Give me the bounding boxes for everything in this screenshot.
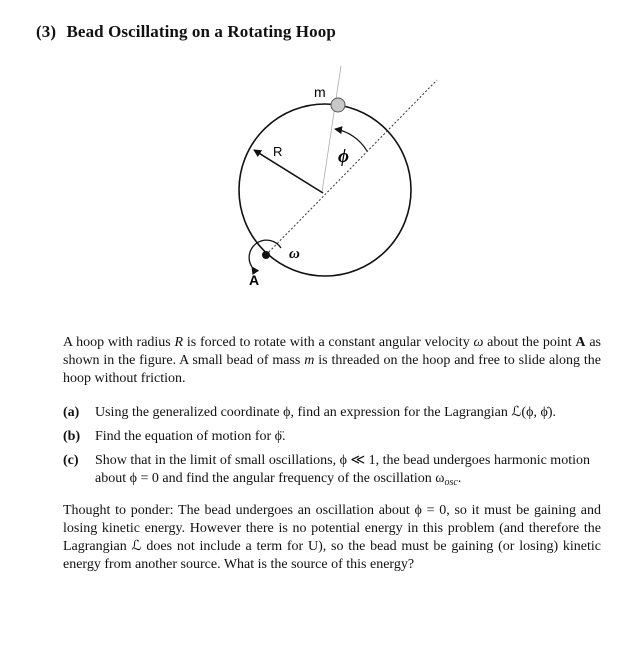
bead	[331, 98, 345, 112]
omega-osc-subscript: osc	[444, 477, 458, 488]
problem-intro-paragraph	[63, 334, 601, 388]
var-m: m	[304, 353, 315, 368]
hoop-figure	[0, 0, 636, 330]
radius-label: R	[273, 144, 283, 159]
omega-label: ω	[289, 246, 300, 262]
point-A: A	[575, 335, 586, 350]
intro-text: about the point	[483, 335, 576, 350]
dotted-axis-line	[266, 80, 437, 255]
part-c-body: Show that in the limit of small oscillations, ϕ ≪ 1, the bead undergoes harmonic motion about ϕ = 0 and find the angular frequency of the oscillation ω	[95, 453, 590, 486]
part-c-label: (c)	[63, 453, 79, 468]
phi-label: ϕ	[338, 146, 349, 167]
part-a-text: Using the generalized coordinate ϕ, find an expression for the Lagrangian ℒ(ϕ, ϕ̇).	[95, 405, 556, 420]
thought-to-ponder-paragraph: Thought to ponder: The bead undergoes an oscillation about ϕ = 0, so it must be gaining and losing kinetic energy. However there is no potential energy in this problem (and therefore the Lagrangian ℒ does not include a term for U), so the bead must be gaining (or losing) kinetic energy from another source. What is the source of this energy?	[63, 503, 601, 572]
part-c-period: .	[457, 471, 462, 486]
var-R: R	[174, 335, 184, 350]
pivot-label: A	[249, 272, 260, 288]
hoop-circle	[239, 104, 411, 276]
intro-text: A hoop with radius	[63, 335, 175, 350]
intro-text: as shown in the figure. A small bead of mass	[63, 335, 601, 368]
part-a-label: (a)	[63, 405, 80, 420]
part-b-text: Find the equation of motion for ϕ̈.	[95, 429, 286, 444]
problem-title: Bead Oscillating on a Rotating Hoop	[66, 22, 336, 41]
question-parts	[63, 404, 608, 498]
part-c	[63, 452, 608, 492]
part-b	[63, 428, 608, 446]
mass-label: m	[314, 84, 326, 100]
problem-number: (3)	[36, 22, 57, 41]
intro-text: is threaded on the hoop and free to slide along the hoop without friction.	[63, 353, 602, 386]
part-a	[63, 404, 608, 422]
part-c-text	[95, 452, 608, 492]
part-b-label: (b)	[63, 429, 81, 444]
var-omega: ω	[473, 335, 484, 350]
intro-text: is forced to rotate with a constant angular velocity	[183, 335, 474, 350]
pivot-point	[262, 251, 270, 259]
radius-arrow	[254, 150, 323, 193]
